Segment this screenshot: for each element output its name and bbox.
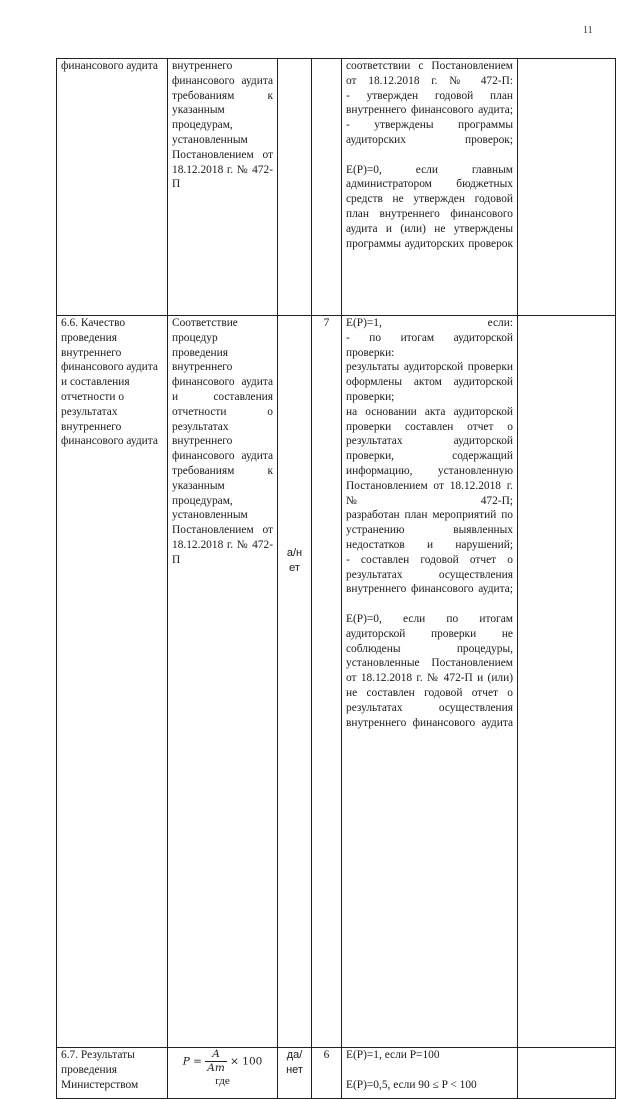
table-row bbox=[57, 1048, 616, 1099]
unit-cell bbox=[278, 316, 312, 1048]
weight-cell bbox=[312, 59, 342, 316]
condition-line: E(P)=0, если главным администратором бюджетных средств не утвержден годовой план внутреннего финансового аудита и (или) не утверждены программы аудиторских проверок bbox=[346, 163, 513, 250]
indicator-title-cell bbox=[57, 59, 168, 316]
condition-line: разработан план мероприятий по устранению выявленных недостатков и нарушений; bbox=[346, 509, 513, 551]
unit-cell bbox=[278, 59, 312, 316]
unit-cell bbox=[278, 1048, 312, 1099]
indicator-title: 6.6. Качество проведения внутреннего финансового аудита и составления отчетности о результатах внутреннего финансового аудита bbox=[61, 317, 158, 448]
condition-line: E(P)=1, если P=100 bbox=[346, 1049, 440, 1061]
condition-line: E(P)=1, если: bbox=[346, 317, 513, 329]
conditions-cell bbox=[342, 316, 518, 1048]
formula-denominator: Am bbox=[207, 1062, 225, 1074]
indicator-title-cell bbox=[57, 1048, 168, 1099]
condition-line: - утвержден годовой план внутреннего финансового аудита; bbox=[346, 89, 513, 117]
condition-line: - составлен годовой отчет о результатах осуществления внутреннего финансового аудита; bbox=[346, 553, 513, 596]
conditions-cell bbox=[342, 59, 518, 316]
condition-line: - по итогам аудиторской проверки: bbox=[346, 331, 513, 359]
formula-lhs: P = bbox=[182, 1055, 202, 1068]
indicator-title: финансового аудита bbox=[61, 60, 158, 72]
weight-cell bbox=[312, 1048, 342, 1099]
formula-numerator: A bbox=[205, 1048, 227, 1062]
criteria-cell bbox=[168, 59, 278, 316]
indicator-title: 6.7. Результаты проведения Министерством bbox=[61, 1049, 139, 1091]
note-cell bbox=[518, 59, 616, 316]
note-cell bbox=[518, 316, 616, 1048]
unit-text: а/н ет bbox=[286, 547, 303, 574]
condition-spacer bbox=[346, 1063, 513, 1078]
note-cell bbox=[518, 1048, 616, 1099]
formula-fraction bbox=[205, 1048, 227, 1075]
page-number: 11 bbox=[583, 25, 593, 36]
condition-line: E(P)=0,5, если 90 ≤ P < 100 bbox=[346, 1078, 477, 1091]
condition-line: результаты аудиторской проверки оформлены актом аудиторской проверки; bbox=[346, 361, 513, 403]
indicator-title-cell bbox=[57, 316, 168, 1048]
condition-line: на основании акта аудиторской проверки составлен отчет о результатах аудиторской проверки, содержащий информацию, установленную Постановлением от 18.12.2018 г. № 472-П; bbox=[346, 405, 513, 507]
condition-spacer bbox=[346, 597, 513, 612]
criteria-table bbox=[56, 58, 616, 1099]
weight-cell bbox=[312, 316, 342, 1048]
formula-rhs: × 100 bbox=[230, 1055, 263, 1068]
table-row bbox=[57, 316, 616, 1048]
criteria-text: Соответствие процедур проведения внутреннего финансового аудита и составления отчетности о результатах внутреннего финансового аудита требованиям к указанным процедурам, установленным Постановлением от 18.12.2018 г. № 472-П bbox=[172, 317, 273, 566]
condition-line: соответствии с Постановлением от 18.12.2018 г. № 472-П: bbox=[346, 60, 513, 87]
condition-line: - утверждены программы аудиторских проверок; bbox=[346, 119, 513, 146]
weight-text: 6 bbox=[323, 1049, 330, 1061]
weight-text: 7 bbox=[323, 317, 330, 329]
unit-text: да/ нет bbox=[286, 1049, 303, 1076]
formula-where: где bbox=[215, 1075, 230, 1087]
criteria-text: внутреннего финансового аудита требованиям к указанным процедурам, установленным Постановлением от 18.12.2018 г. № 472-П bbox=[172, 60, 273, 191]
formula-cell bbox=[168, 1048, 278, 1099]
condition-line: E(P)=0, если по итогам аудиторской проверки не соблюдены процедуры, установленные Постановлением от 18.12.2018 г. № 472-П и (или) не составлен годовой отчет о результатах осуществления внутреннего финансового аудита bbox=[346, 612, 513, 729]
criteria-cell bbox=[168, 316, 278, 1048]
conditions-cell bbox=[342, 1048, 518, 1099]
condition-spacer bbox=[346, 148, 513, 163]
table-row bbox=[57, 59, 616, 316]
